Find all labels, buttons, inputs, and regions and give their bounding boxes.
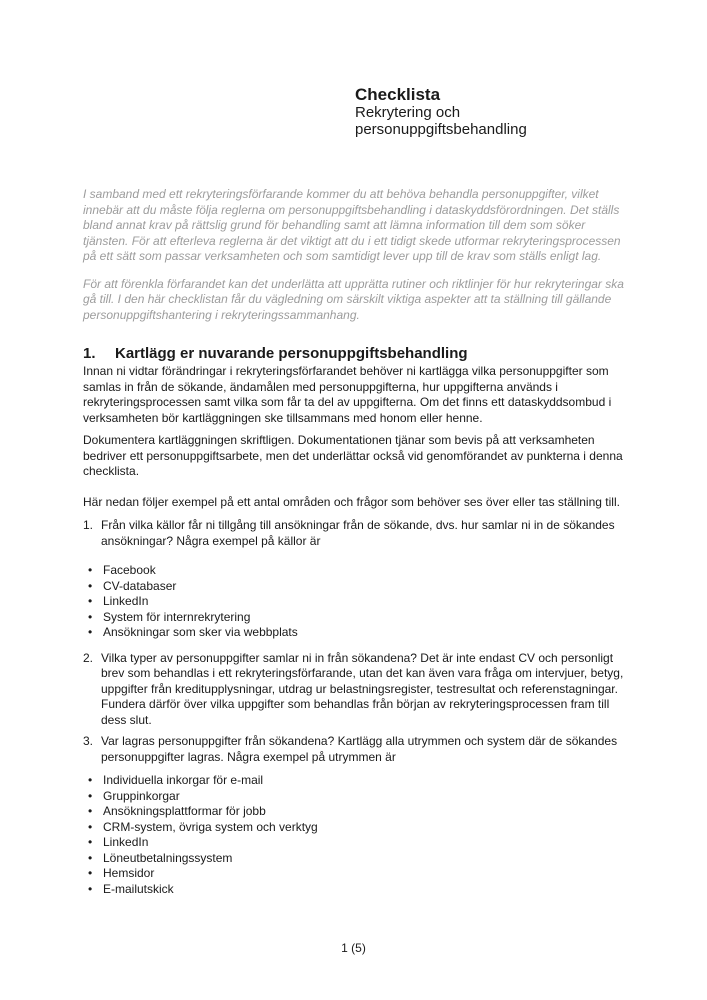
numbered-item-1-number: 1. <box>83 518 94 532</box>
list-item-label: System för internrekrytering <box>103 609 251 624</box>
bullet-list-sources <box>83 563 631 641</box>
list-item <box>83 820 631 836</box>
list-item-label: LinkedIn <box>103 594 149 608</box>
list-item-label: Facebook <box>103 563 156 577</box>
list-item <box>83 773 631 789</box>
bullet-icon: • <box>88 850 93 865</box>
bullet-icon: • <box>88 563 93 577</box>
list-item <box>83 835 631 851</box>
page-title: Checklista <box>355 85 441 104</box>
numbered-item-1-text: Från vilka källor får ni tillgång till ansökningar från de sökande, dvs. hur samlar ni in de sökandes ansökningar? Några exempel på källor är <box>101 518 615 548</box>
list-item-label: Gruppinkorgar <box>103 788 180 803</box>
list-item-label: Ansökningsplattformar för jobb <box>103 804 266 818</box>
section-1-paragraph-1: Innan ni vidtar förändringar i rekryteringsförfarandet behöver ni kartlägga vilka personuppgifter som samlas in från de sökande, ändamålen med personuppgifterna, hur uppgifterna används i rekryteringsprocessen samt vilka som får ta del av uppgifterna. Om det finns ett dataskyddsombud i verksamheten bör kartläggningen ske tillsammans med honom eller henne. <box>83 364 612 425</box>
bullet-icon: • <box>88 609 93 624</box>
numbered-item-3-text: Var lagras personuppgifter från sökandena? Kartlägg alla utrymmen och system där de sökandes personuppgifter lagras. Några exempel på utrymmen är <box>101 734 618 764</box>
page-subtitle-line-1: Rekrytering och <box>355 104 461 121</box>
page-number: 1 (5) <box>341 941 366 955</box>
bullet-icon: • <box>88 625 93 639</box>
list-item <box>83 851 631 867</box>
bullet-icon: • <box>88 804 93 818</box>
list-item-label: CV-databaser <box>103 578 177 593</box>
numbered-item-2-number: 2. <box>83 650 94 665</box>
section-1-number: 1. <box>83 345 96 362</box>
numbered-item-1 <box>83 518 631 549</box>
bullet-icon: • <box>88 866 93 880</box>
intro-paragraph-2: För att förenkla förfarandet kan det underlätta att upprätta rutiner och riktlinjer för hur rekryteringar ska gå till. I den här checklistan får du vägledning om särskilt viktiga aspekter att ta ställning till gällande personuppgiftshantering i rekryteringssammanhang. <box>83 276 624 322</box>
intro-paragraph-1: I samband med ett rekryteringsförfarande kommer du att behöva behandla personuppgifter, vilket innebär att du måste följa reglerna om personuppgiftsbehandling i dataskyddsförordningen. Det ställs bland annat krav på rättslig grund för behandling samt att lämna information till dem som söker tjänsten. För att efterleva reglerna är det viktigt att du i ett tidigt skede utformar rekryteringsprocessen på ett sätt som passar verksamheten och som samtidigt lever upp till de krav som ställs enligt lag. <box>83 187 621 263</box>
list-item-label: Hemsidor <box>103 866 155 880</box>
list-item <box>83 804 631 820</box>
bullet-list-storage <box>83 773 631 897</box>
list-item <box>83 563 631 579</box>
page-subtitle-line-2: personuppgiftsbehandling <box>355 121 527 138</box>
bullet-icon: • <box>88 773 93 787</box>
list-item <box>83 610 631 626</box>
list-item-label: Individuella inkorgar för e-mail <box>103 773 264 787</box>
list-item-label: CRM-system, övriga system och verktyg <box>103 819 318 834</box>
list-item-label: LinkedIn <box>103 835 149 849</box>
section-1-paragraph-2: Dokumentera kartläggningen skriftligen. Dokumentationen tjänar som bevis på att verksamheten bedriver ett personuppgiftsarbete, men det underlättar också vid genomförandet av punkterna i denna checklista. <box>83 433 623 478</box>
bullet-icon: • <box>88 788 93 803</box>
section-1-title: Kartlägg er nuvarande personuppgiftsbehandling <box>115 345 468 362</box>
bullet-icon: • <box>88 835 93 849</box>
bullet-icon: • <box>88 594 93 608</box>
numbered-item-2 <box>83 651 631 729</box>
numbered-item-3-number: 3. <box>83 734 94 748</box>
title-block <box>355 85 631 138</box>
list-item <box>83 625 631 641</box>
bullet-icon: • <box>88 881 93 896</box>
bullet-icon: • <box>88 578 93 593</box>
numbered-item-3 <box>83 734 631 765</box>
section-1-paragraph-3: Här nedan följer exempel på ett antal områden och frågor som behöver ses över eller tas ställning till. <box>83 494 620 509</box>
numbered-item-2-text: Vilka typer av personuppgifter samlar ni in från sökandena? Det är inte endast CV och personligt brev som behandlas i ett rekryteringsförfarande, utan det kan även vara fråga om intervjuer, betyg, uppgifter från kreditupplysningar, utdrag ur belastningsregister, testresultat och referenstagningar. Fundera därför över vilka uppgifter som behandlas från början av rekryteringsprocessen fram till dess slut. <box>101 650 624 727</box>
bullet-icon: • <box>88 819 93 834</box>
list-item <box>83 789 631 805</box>
list-item-label: Ansökningar som sker via webbplats <box>103 625 298 639</box>
section-1-heading <box>83 345 631 363</box>
list-item <box>83 866 631 882</box>
list-item-label: E-mailutskick <box>103 881 174 896</box>
list-item <box>83 594 631 610</box>
list-item <box>83 882 631 898</box>
list-item-label: Löneutbetalningssystem <box>103 850 233 865</box>
list-item <box>83 579 631 595</box>
